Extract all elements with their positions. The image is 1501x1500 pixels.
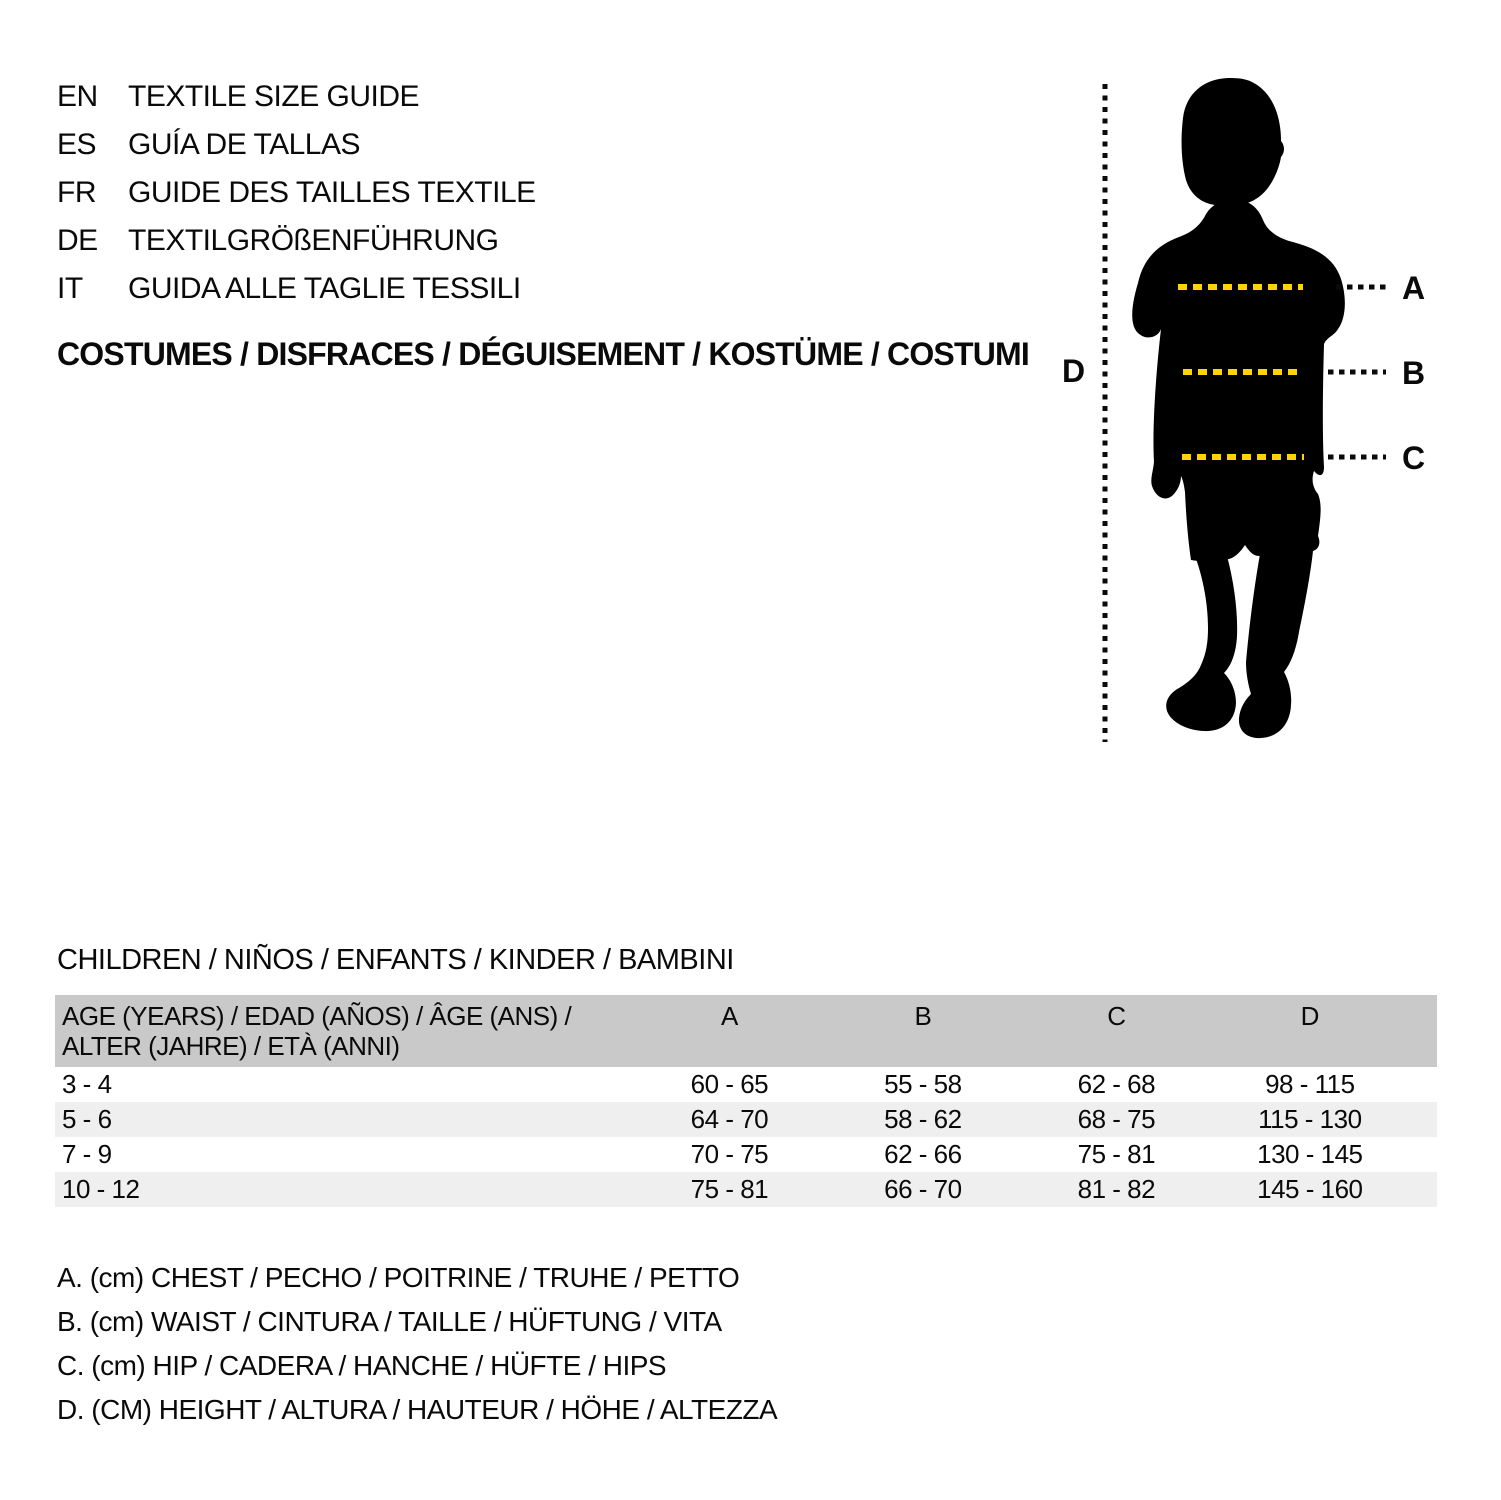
chest-cell: 60 - 65 xyxy=(690,1069,769,1099)
language-code: EN xyxy=(57,80,98,113)
guide-title-fr: GUIDE DES TAILLES TEXTILE xyxy=(128,176,536,209)
height-cell: 115 - 130 xyxy=(1258,1104,1362,1134)
language-row-it xyxy=(57,265,536,313)
column-header-d: D xyxy=(1300,1001,1319,1031)
table-row xyxy=(55,1102,1437,1137)
age-cell: 5 - 6 xyxy=(62,1104,112,1134)
legend-chest: A. (cm) CHEST / PECHO / POITRINE / TRUHE / PETTO xyxy=(57,1262,740,1293)
language-row-fr xyxy=(57,169,536,217)
column-header-c: C xyxy=(1107,1001,1126,1031)
legend-height: D. (CM) HEIGHT / ALTURA / HAUTEUR / HÖHE / ALTEZZA xyxy=(57,1394,778,1425)
language-code: ES xyxy=(57,128,97,161)
height-cell: 145 - 160 xyxy=(1257,1174,1363,1204)
table-section-title: CHILDREN / NIÑOS / ENFANTS / KINDER / BAMBINI xyxy=(57,944,734,976)
age-cell: 3 - 4 xyxy=(62,1069,112,1099)
height-cell: 98 - 115 xyxy=(1265,1069,1355,1099)
silhouette-right-leg xyxy=(1239,551,1313,738)
measure-label-a: A xyxy=(1402,270,1425,306)
measure-label-d: D xyxy=(1062,353,1085,389)
silhouette-head xyxy=(1182,78,1284,206)
waist-cell: 55 - 58 xyxy=(884,1069,962,1099)
hip-cell: 75 - 81 xyxy=(1077,1139,1156,1169)
table-row xyxy=(55,1137,1437,1172)
age-column-header-line2: ALTER (JAHRE) / ETÀ (ANNI) xyxy=(62,1031,400,1061)
waist-cell: 66 - 70 xyxy=(884,1174,962,1204)
hip-cell: 68 - 75 xyxy=(1077,1104,1156,1134)
hip-cell: 62 - 68 xyxy=(1077,1069,1156,1099)
waist-cell: 62 - 66 xyxy=(884,1139,962,1169)
silhouette-torso xyxy=(1132,199,1345,561)
age-cell: 7 - 9 xyxy=(62,1139,112,1169)
legend-waist: B. (cm) WAIST / CINTURA / TAILLE / HÜFTUNG / VITA xyxy=(57,1306,722,1337)
chest-cell: 75 - 81 xyxy=(690,1174,769,1204)
column-header-b: B xyxy=(914,1001,932,1031)
size-table xyxy=(55,995,1437,1207)
column-header-a: A xyxy=(720,1001,738,1031)
chest-cell: 64 - 70 xyxy=(690,1104,769,1134)
language-title-list xyxy=(57,73,536,313)
age-column-header xyxy=(55,1001,633,1061)
language-row-en xyxy=(57,73,536,121)
category-title: COSTUMES / DISFRACES / DÉGUISEMENT / KOSTÜME / COSTUMI xyxy=(57,336,1029,372)
guide-title-it: GUIDA ALLE TAGLIE TESSILI xyxy=(128,272,521,305)
silhouette-left-leg xyxy=(1166,556,1237,731)
size-table-header xyxy=(55,995,1437,1067)
guide-title-de: TEXTILGRÖßENFÜHRUNG xyxy=(128,224,499,257)
guide-title-en: TEXTILE SIZE GUIDE xyxy=(128,80,420,113)
language-code: IT xyxy=(57,272,83,305)
language-row-de xyxy=(57,217,536,265)
waist-cell: 58 - 62 xyxy=(884,1104,962,1134)
measure-label-c: C xyxy=(1402,440,1425,476)
guide-title-es: GUÍA DE TALLAS xyxy=(128,128,360,161)
measure-label-b: B xyxy=(1402,355,1425,391)
hip-cell: 81 - 82 xyxy=(1077,1174,1156,1204)
language-code: DE xyxy=(57,224,98,257)
legend-hip: C. (cm) HIP / CADERA / HANCHE / HÜFTE / HIPS xyxy=(57,1350,667,1381)
measurement-legend xyxy=(57,1256,777,1432)
language-row-es xyxy=(57,121,536,169)
child-silhouette xyxy=(1132,78,1345,738)
child-silhouette-figure xyxy=(1030,60,1470,770)
table-row xyxy=(55,1067,1437,1102)
age-cell: 10 - 12 xyxy=(62,1174,140,1204)
table-row xyxy=(55,1172,1437,1207)
age-column-header-line1: AGE (YEARS) / EDAD (AÑOS) / ÂGE (ANS) / xyxy=(62,1001,572,1031)
height-cell: 130 - 145 xyxy=(1257,1139,1363,1169)
language-code: FR xyxy=(57,176,96,209)
chest-cell: 70 - 75 xyxy=(690,1139,769,1169)
